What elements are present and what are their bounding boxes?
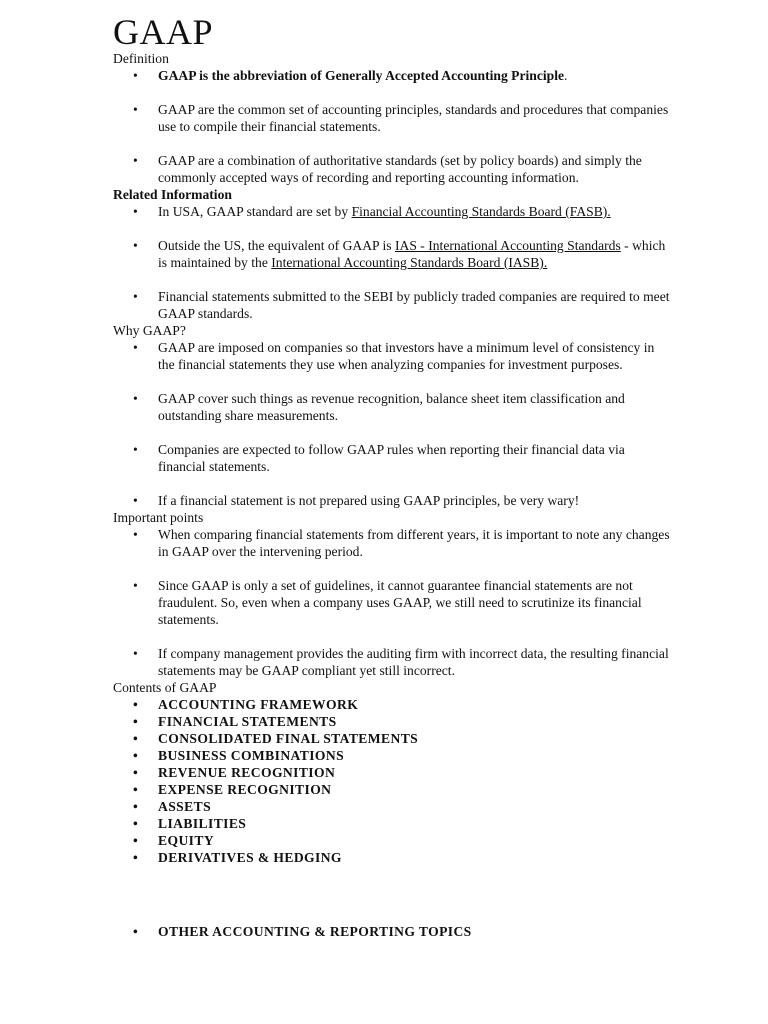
list-item: • GAAP are imposed on companies so that investors have a minimum level of consistency in the financial statements they use when analyzing companies for investment purposes. (113, 339, 673, 373)
list-item: • LIABILITIES (113, 815, 673, 832)
list-item: • Financial statements submitted to the SEBI by publicly traded companies are required to meet GAAP standards. (113, 288, 673, 322)
definition-bold-text: GAAP is the abbreviation of Generally Accepted Accounting Principle (158, 68, 565, 83)
related-information-heading: Related Information (113, 187, 232, 202)
list-item: • Companies are expected to follow GAAP rules when reporting their financial data via financial statements. (113, 441, 673, 475)
list-item (113, 67, 673, 84)
list-item: • ACCOUNTING FRAMEWORK (113, 696, 673, 713)
contents-heading: Contents of GAAP (113, 680, 217, 695)
why-gaap-list (113, 339, 673, 509)
definition-suffix: . (564, 68, 568, 83)
why-gaap-heading: Why GAAP? (113, 323, 186, 338)
contents-list-continued (113, 923, 673, 940)
blank-space (113, 866, 673, 923)
list-item: • CONSOLIDATED FINAL STATEMENTS (113, 730, 673, 747)
definition-list (113, 67, 673, 186)
document-page (113, 0, 673, 940)
fasb-link[interactable]: Financial Accounting Standards Board (FASB). (351, 204, 611, 219)
important-points-list (113, 526, 673, 679)
list-item: • If a financial statement is not prepared using GAAP principles, be very wary! (113, 492, 673, 509)
list-item: • OTHER ACCOUNTING & REPORTING TOPICS (113, 923, 673, 940)
list-item: • If company management provides the auditing firm with incorrect data, the resulting financial statements may be GAAP compliant yet still incorrect. (113, 645, 673, 679)
list-item: • EQUITY (113, 832, 673, 849)
list-item: • When comparing financial statements from different years, it is important to note any changes in GAAP over the intervening period. (113, 526, 673, 560)
contents-list (113, 696, 673, 866)
related-information-list (113, 203, 673, 322)
related-text: In USA, GAAP standard are set by (158, 204, 352, 219)
list-item: • ASSETS (113, 798, 673, 815)
document-title: GAAP (113, 12, 214, 52)
list-item: • BUSINESS COMBINATIONS (113, 747, 673, 764)
list-item (113, 203, 673, 220)
definition-heading: Definition (113, 51, 169, 66)
important-points-heading: Important points (113, 510, 204, 525)
list-item (113, 237, 673, 271)
list-item: • Since GAAP is only a set of guidelines, it cannot guarantee financial statements are not fraudulent. So, even when a company uses GAAP, we still need to scrutinize its financial statements. (113, 577, 673, 628)
list-item: • REVENUE RECOGNITION (113, 764, 673, 781)
list-item: • EXPENSE RECOGNITION (113, 781, 673, 798)
list-item: • DERIVATIVES & HEDGING (113, 849, 673, 866)
related-text: - which is maintained by the (158, 238, 666, 270)
list-item: • GAAP are the common set of accounting principles, standards and procedures that companies use to compile their financial statements. (113, 101, 673, 135)
list-item: • GAAP cover such things as revenue recognition, balance sheet item classification and outstanding share measurements. (113, 390, 673, 424)
list-item: • FINANCIAL STATEMENTS (113, 713, 673, 730)
ias-link[interactable]: IAS - International Accounting Standards (394, 238, 621, 253)
list-item: • GAAP are a combination of authoritative standards (set by policy boards) and simply the commonly accepted ways of recording and reporting accounting information. (113, 152, 673, 186)
iasb-link[interactable]: International Accounting Standards Board (IASB). (271, 255, 548, 270)
related-text: Outside the US, the equivalent of GAAP is (158, 238, 395, 253)
